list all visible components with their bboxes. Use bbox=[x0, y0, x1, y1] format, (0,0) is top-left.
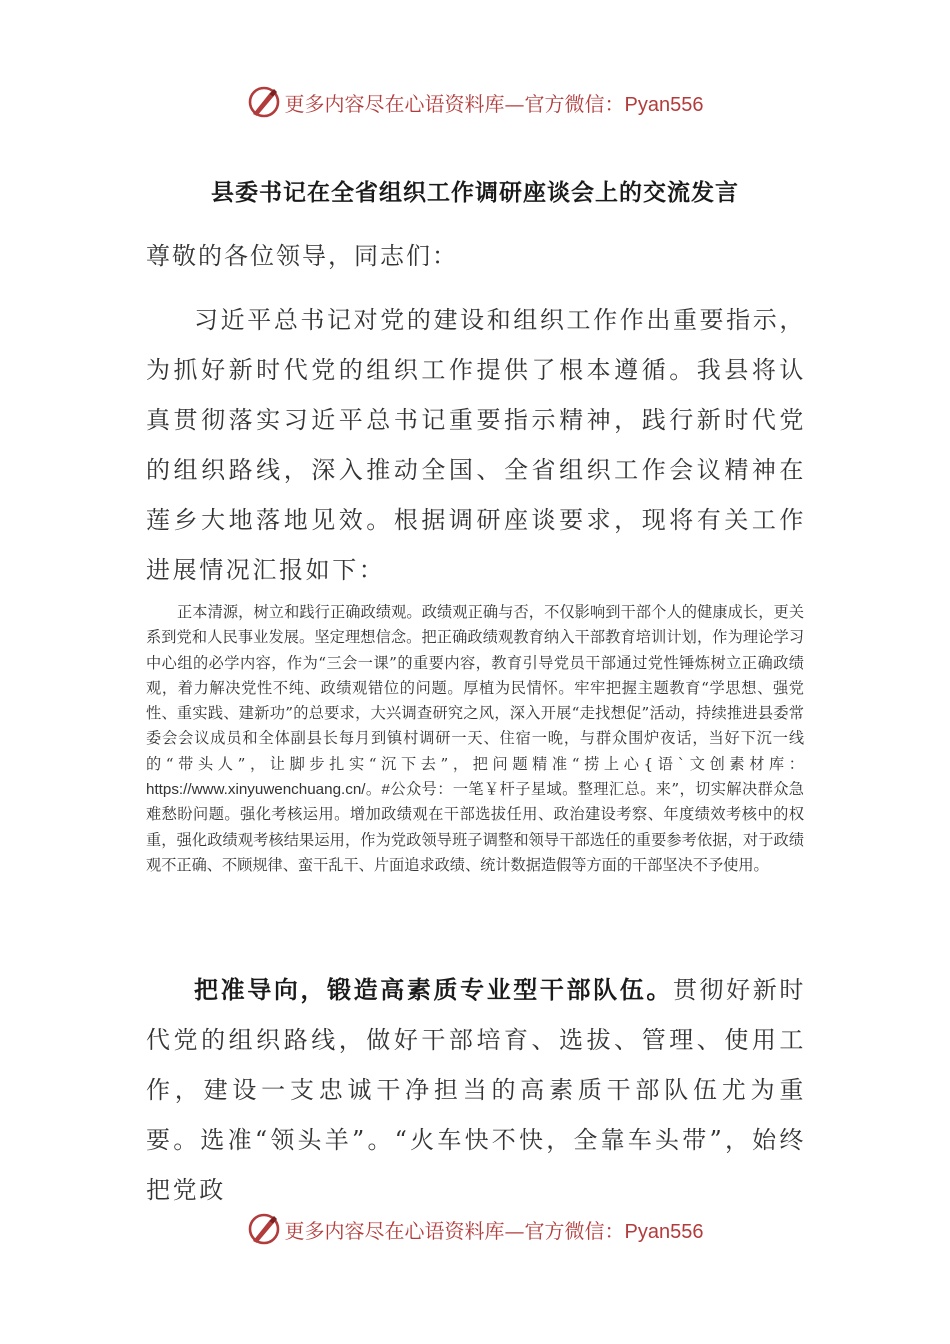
wechat-id: Pyan556 bbox=[624, 93, 704, 116]
paragraph-performance-view: 正本清源，树立和践行正确政绩观。政绩观正确与否，不仅影响到干部个人的健康成长，更关系到党和人民事业发展。坚定理想信念。把正确政绩观教育纳入干部教育培训计划，作为理论学习中心组的必学内容，作为“三会一课”的重要内容，教育引导党员干部通过党性锤炼树立正确政绩观，着力解决党性不纯、政绩观错位的问题。厚植为民情怀。牢牢把握主题教育“学思想、强党性、重实践、建新功”的总要求，大兴调查研究之风，深入开展“走找想促”活动，持续推进县委常委会会议成员和全体副县长每月到镇村调研一天、住宿一晚，与群众围炉夜话，当好下沉一线的“带头人”，让脚步扎实“沉下去”，把问题精准“捞上心{语`文创素材库：https://www.xinyuwenchuang.cn/。#公众号：一笔￥杆子星域。整理汇总。来”，切实解决群众急难愁盼问题。强化考核运用。增加政绩观在干部选拔任用、政治建设考察、年度绩效考核中的权重，强化政绩观考核结果运用，作为党政领导班子调整和领导干部选任的重要参考依据，对于政绩观不正确、不顾规律、蛮干乱干、片面追求政绩、统计数据造假等方面的干部坚决不予使用。 bbox=[146, 603, 804, 874]
paragraph-cadre-team: 把准导向，锻造高素质专业型干部队伍。贯彻好新时代党的组织路线，做好干部培育、选拔、管理、使用工作，建设一支忠诚干净担当的高素质干部队伍尤为重要。选准“领头羊”。“火车快不快，全靠车头带”，始终把党政 bbox=[146, 975, 806, 1204]
paragraph-lead-heading: 把准导向，锻造高素质专业型干部队伍。 bbox=[194, 975, 673, 1004]
salutation: 尊敬的各位领导，同志们： bbox=[146, 242, 458, 270]
header-watermark-banner bbox=[0, 80, 950, 124]
document-title: 县委书记在全省组织工作调研座谈会上的交流发言 bbox=[211, 179, 739, 206]
pen-circle-logo-icon bbox=[247, 1212, 281, 1246]
wechat-id: Pyan556 bbox=[624, 1220, 704, 1243]
footer-watermark-banner bbox=[0, 1207, 950, 1251]
header-banner-text: 更多内容尽在心语资料库—官方微信：Pyan556 bbox=[284, 91, 704, 116]
watermark-url: https://www.xinyuwenchuang.cn/。#公众号：一笔￥杆子星域。 bbox=[146, 781, 578, 799]
footer-banner-text: 更多内容尽在心语资料库—官方微信：Pyan556 bbox=[284, 1218, 704, 1243]
paragraph-intro: 习近平总书记对党的建设和组织工作作出重要指示，为抓好新时代党的组织工作提供了根本遵循。我县将认真贯彻落实习近平总书记重要指示精神，践行新时代党的组织路线，深入推动全国、全省组织工作会议精神在莲乡大地落地见效。根据调研座谈要求，现将有关工作进展情况汇报如下： bbox=[146, 306, 806, 584]
pen-circle-logo-icon bbox=[247, 85, 281, 119]
